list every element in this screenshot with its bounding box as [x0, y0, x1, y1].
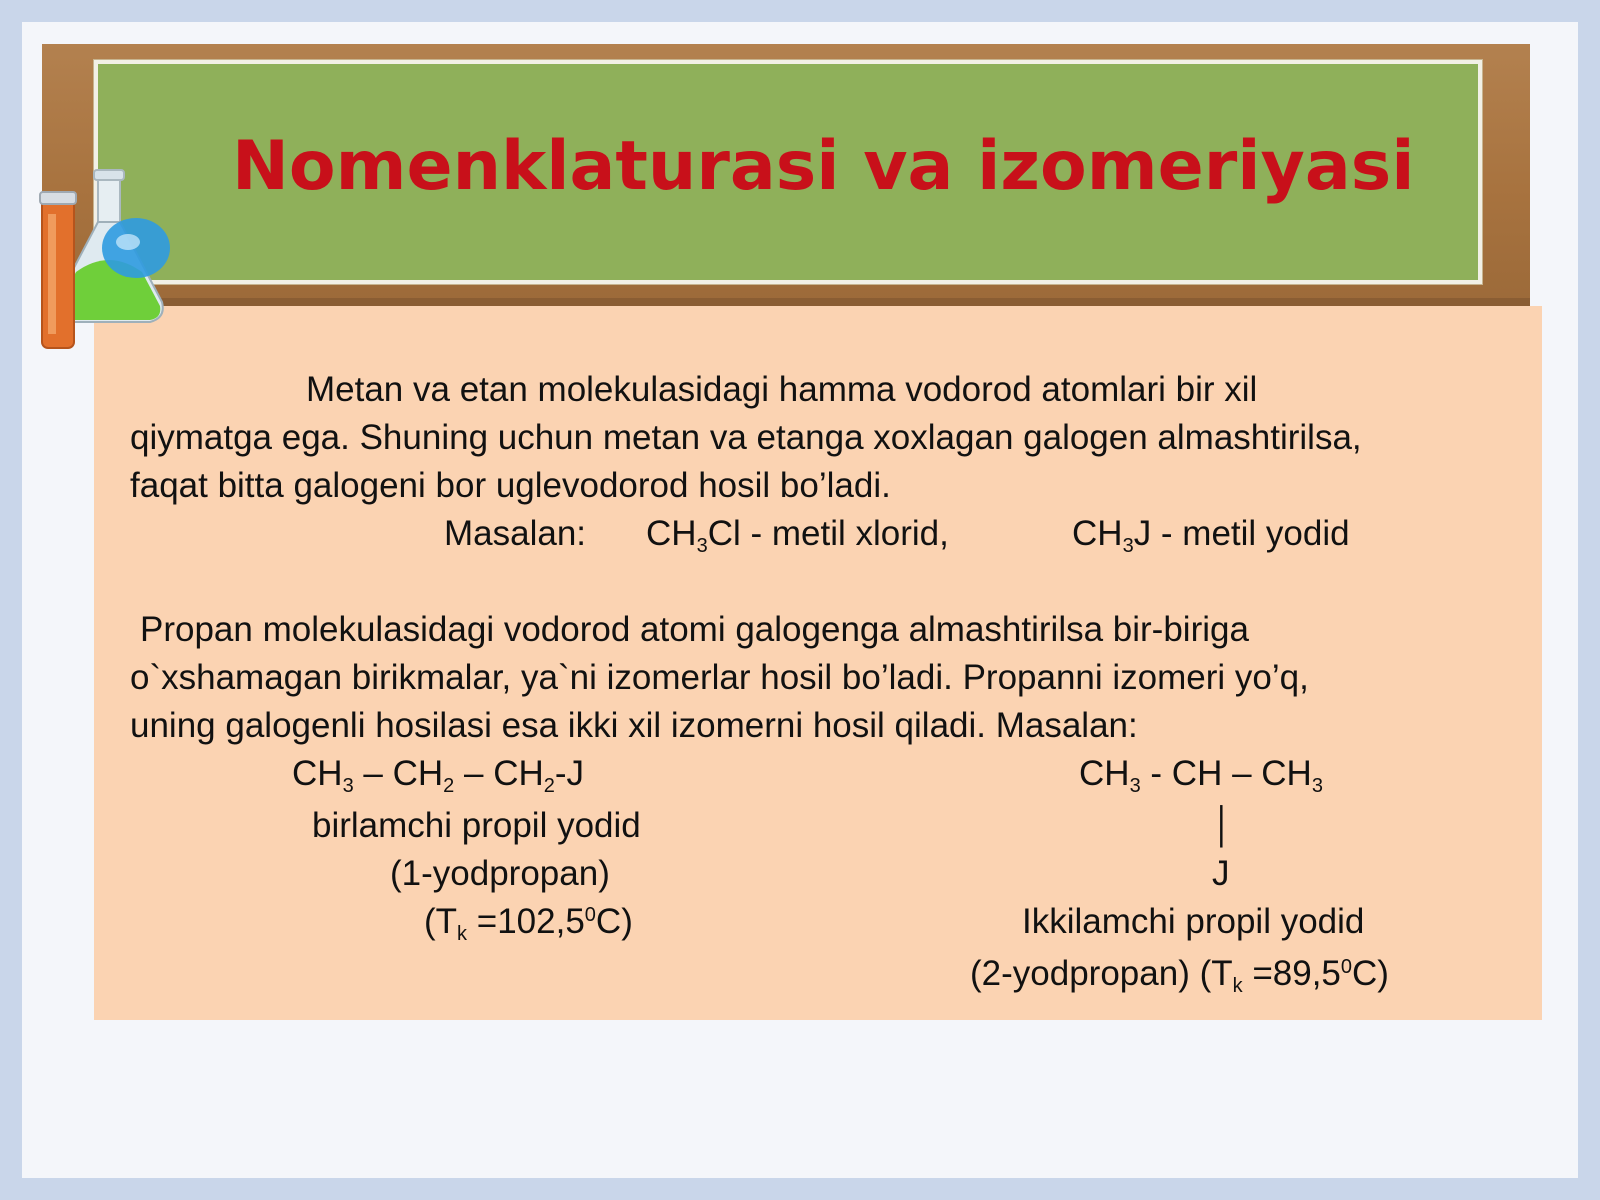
slide-frame	[22, 22, 1578, 1178]
bond-line: │	[1212, 806, 1234, 845]
banner-edge	[42, 298, 1530, 306]
flask-icon	[32, 162, 182, 362]
content-panel	[94, 306, 1542, 1020]
para1-line3: faqat bitta galogeni bor uglevodorod hosil bo’ladi.	[130, 466, 891, 505]
para2-line2: o`xshamagan birikmalar, ya`ni izomerlar hosil bo’ladi. Propanni izomeri yo’q,	[130, 658, 1309, 697]
formula-2-iodopropane: $CH_3$ - CH – $CH_3$	[1079, 754, 1323, 797]
example1-label: Masalan:	[444, 514, 587, 553]
name-primary-propyl-iodide: birlamchi propil yodid	[312, 806, 641, 845]
iupac-2-iodopropane: (2-yodpropan) $(T_k =89,5^0C)$	[970, 954, 1389, 997]
para2-line1: Propan molekulasidagi vodorod atomi galogenga almashtirilsa bir-biriga	[140, 610, 1249, 649]
iodine-atom: J	[1212, 854, 1230, 893]
name-secondary-propyl-iodide: Ikkilamchi propil yodid	[1022, 902, 1365, 941]
para1-line2: qiymatga ega. Shuning uchun metan va etanga xoxlagan galogen almashtirilsa,	[130, 418, 1362, 457]
slide-title: Nomenklaturasi va izomeriyasi	[232, 127, 1415, 206]
boiling-point-1: $(T_k =102,5^0C)$	[424, 902, 633, 945]
formula-methyl-iodide: $CH_3J$ - metil yodid	[1072, 514, 1350, 557]
para1-line1: Metan va etan molekulasidagi hamma vodorod atomlari bir xil	[306, 370, 1258, 409]
iupac-1-iodopropane: (1-yodpropan)	[390, 854, 610, 893]
formula-methyl-chloride: $CH_3Cl$ - metil xlorid,	[646, 514, 949, 557]
formula-1-iodopropane: $CH_3 - CH_2 - CH_2-J$	[292, 754, 585, 797]
para2-line3: uning galogenli hosilasi esa ikki xil izomerni hosil qiladi. Masalan:	[130, 706, 1138, 745]
